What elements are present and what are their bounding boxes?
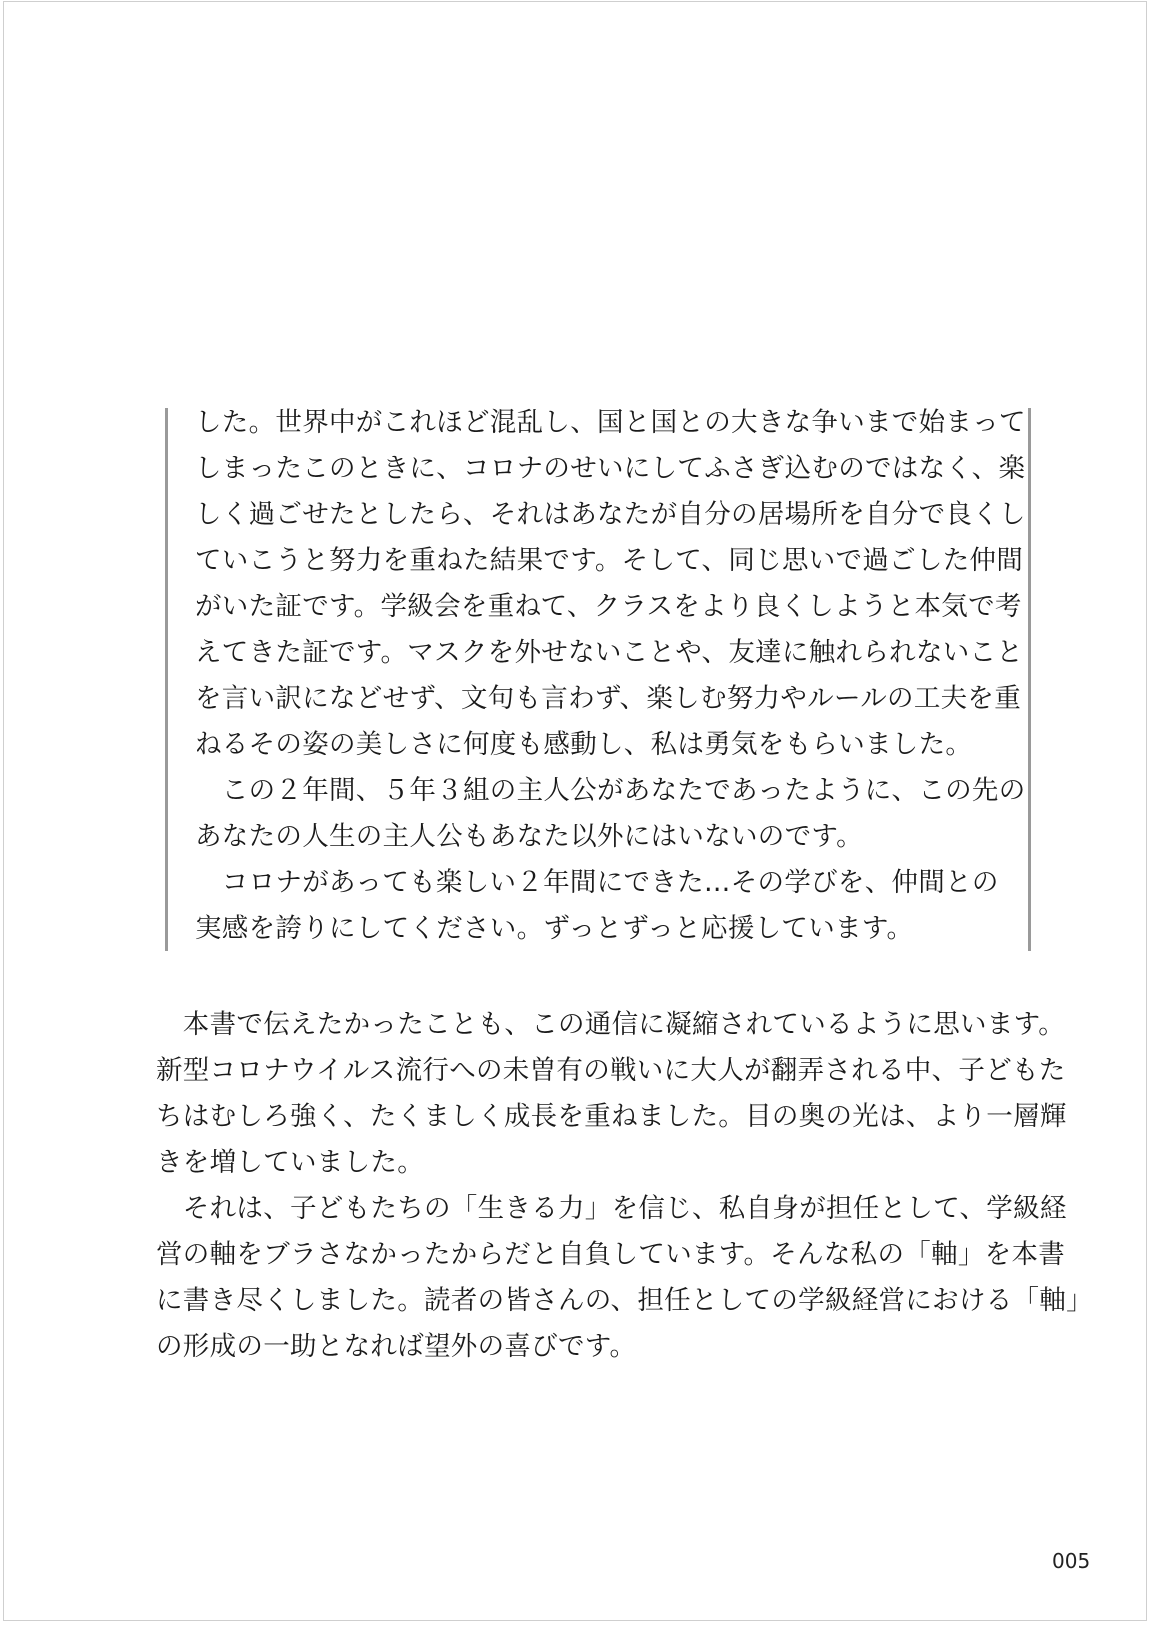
quote-line: コロナがあっても楽しい２年間にできた…その学びを、仲間との [195,867,999,898]
quote-line: しく過ごせたとしたら、それはあなたが自分の居場所を自分で良くし [195,499,1026,530]
body-line: きを増していました。 [156,1147,424,1178]
body-line: 本書で伝えたかったことも、この通信に凝縮されているように思います。 [156,1009,1066,1040]
body-line: の形成の一助となれば望外の喜びです。 [156,1331,637,1362]
body-line: に書き尽くしました。読者の皆さんの、担任としての学級経営における「軸」 [156,1285,1093,1316]
body-line: 新型コロナウイルス流行への未曽有の戦いに大人が翻弄される中、子どもた [156,1055,1066,1086]
body-line: 営の軸をブラさなかったからだと自負しています。そんな私の「軸」を本書 [156,1239,1066,1270]
quote-line: この２年間、５年３組の主人公があなたであったように、この先の [195,775,1026,806]
quote-line: がいた証です。学級会を重ねて、クラスをより良くしようと本気で考 [195,591,1022,622]
quote-line: した。世界中がこれほど混乱し、国と国との大きな争いまで始まって [195,407,1026,438]
body-line: ちはむしろ強く、たくましく成長を重ねました。目の奥の光は、より一層輝 [156,1101,1067,1132]
quote-line: しまったこのときに、コロナのせいにしてふさぎ込むのではなく、楽 [195,453,1026,484]
quote-line: を言い訳になどせず、文句も言わず、楽しむ努力やルールの工夫を重 [195,683,1022,714]
body-line: それは、子どもたちの「生きる力」を信じ、私自身が担任として、学級経 [156,1193,1067,1224]
quote-line: えてきた証です。マスクを外せないことや、友達に触れられないこと [195,637,1024,668]
quote-line: 実感を誇りにしてください。ずっとずっと応援しています。 [195,913,914,944]
page-number: 005 [1052,1549,1091,1573]
quote-line: ねるその姿の美しさに何度も感動し、私は勇気をもらいました。 [195,729,973,760]
quote-line: あなたの人生の主人公もあなた以外にはいないのです。 [195,821,863,852]
quote-line: ていこうと努力を重ねた結果です。そして、同じ思いで過ごした仲間 [195,545,1024,576]
